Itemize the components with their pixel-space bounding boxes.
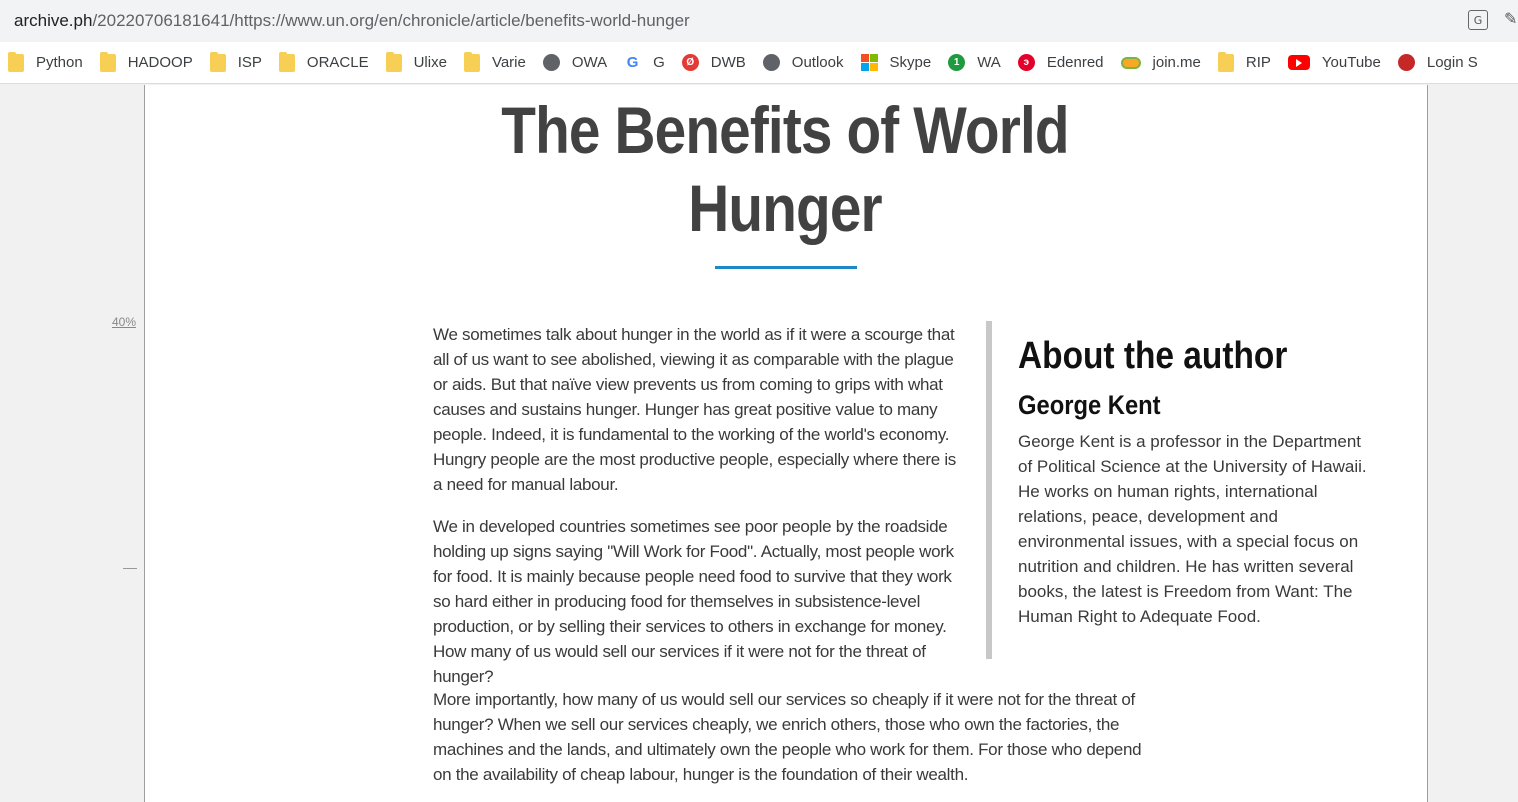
translate-icon[interactable]: G: [1468, 10, 1488, 30]
article-paragraph-2: We in developed countries sometimes see poor people by the roadside holding up signs saying "Will Work for Food". Actually, most people work for food. It is mainly because people need food to survive that they work so hard either in producing food for themselves in subsistence-level production, or by selling their services to others in exchange for money. How many of us would sell our services if it were not for the threat of hunger?: [433, 517, 954, 686]
bookmark-label: HADOOP: [127, 54, 193, 71]
folder-icon: [8, 54, 24, 72]
bookmarks-bar: [0, 42, 1518, 84]
author-heading: About the author: [1018, 335, 1288, 377]
bookmark-label: DWB: [710, 54, 746, 71]
bookmark-label: YouTube: [1321, 54, 1381, 71]
title-line-1: The Benefits of World: [501, 93, 1069, 167]
author-name: George Kent: [1018, 390, 1161, 420]
joinme-icon: [1121, 57, 1141, 69]
bookmark-label: G: [653, 54, 665, 71]
google-icon: G: [626, 54, 639, 71]
login-icon: [1398, 54, 1415, 71]
edenred-icon: э: [1018, 54, 1035, 71]
bookmark-g[interactable]: [624, 48, 673, 78]
page-title: [493, 91, 1078, 247]
bookmark-label: OWA: [571, 54, 608, 71]
bookmark-owa[interactable]: [543, 48, 615, 78]
url-text[interactable]: [14, 11, 690, 31]
bookmark-label: Ulixe: [413, 54, 447, 71]
bookmark-outlook[interactable]: [763, 48, 852, 78]
page-viewport[interactable]: [0, 85, 1518, 802]
bookmark-label: join.me: [1152, 54, 1201, 71]
bookmark-rip[interactable]: [1218, 48, 1279, 78]
bookmark-ulixe[interactable]: [386, 48, 455, 78]
gutter-marker: [123, 568, 137, 569]
extension-icon[interactable]: ✎: [1504, 11, 1518, 28]
author-sidebar: [986, 321, 1386, 659]
bookmark-joinme[interactable]: [1121, 48, 1209, 78]
bookmark-label: Varie: [491, 54, 526, 71]
bookmark-label: WA: [977, 54, 1001, 71]
bookmark-login[interactable]: [1398, 48, 1486, 78]
bookmark-youtube[interactable]: [1288, 48, 1389, 78]
folder-icon: [464, 54, 480, 72]
folder-icon: [279, 54, 295, 72]
article-paragraph-1: We sometimes talk about hunger in the world as if it were a scourge that all of us want to see abolished, viewing it as comparable with the plague or aids. But that naïve view prevents us from coming to grips with what causes and sustains hunger. Hunger has great positive value to many people. Indeed, it is fundamental to the working of the world's economy. Hungry people are the most productive people, especially where there is a need for manual labour.: [433, 325, 957, 494]
bookmark-skype[interactable]: [861, 48, 940, 78]
author-bio: George Kent is a professor in the Department of Political Science at the University of Hawaii. He works on human rights, international relations, peace, development and environmental issues, with a special focus on nutrition and children. He has written several books, the latest is Freedom from Want: The Human Right to Adequate Food.: [1018, 432, 1367, 626]
bookmark-hadoop[interactable]: [100, 48, 201, 78]
dwb-icon: Ø: [682, 54, 699, 71]
globe-icon: [763, 54, 780, 71]
bookmark-python[interactable]: [8, 48, 91, 78]
bookmark-label: Skype: [889, 54, 932, 71]
bookmark-dwb[interactable]: [682, 48, 754, 78]
url-host: archive.ph: [14, 11, 93, 30]
youtube-icon: [1288, 55, 1310, 70]
title-line-2: Hunger: [688, 171, 882, 245]
wa-icon: 1: [948, 54, 965, 71]
zoom-marker[interactable]: 40%: [112, 315, 137, 329]
article-page: [144, 85, 1428, 802]
address-bar[interactable]: [0, 0, 1518, 42]
bookmark-label: Login S: [1426, 54, 1478, 71]
bookmark-label: ORACLE: [306, 54, 369, 71]
folder-icon: [210, 54, 226, 72]
globe-icon: [543, 54, 560, 71]
folder-icon: [386, 54, 402, 72]
article-body: [433, 322, 963, 706]
bookmark-isp[interactable]: [210, 48, 270, 78]
bookmark-label: Outlook: [791, 54, 844, 71]
folder-icon: [100, 54, 116, 72]
bookmark-wa[interactable]: [948, 48, 1009, 78]
bookmark-label: RIP: [1245, 54, 1271, 71]
bookmark-oracle[interactable]: [279, 48, 377, 78]
bookmark-varie[interactable]: [464, 48, 534, 78]
bookmark-edenred[interactable]: [1018, 48, 1112, 78]
title-underline: [715, 266, 857, 269]
bookmark-label: ISP: [237, 54, 262, 71]
bookmark-label: Edenred: [1046, 54, 1104, 71]
url-path: /20220706181641/https://www.un.org/en/chronicle/article/benefits-world-hunger: [92, 11, 690, 30]
article-paragraph-3: More importantly, how many of us would sell our services so cheaply if it were not for the threat of hunger? When we sell our services cheaply, we enrich others, those who own the factories, the machines and the lands, and ultimately own the people who work for them. For those who depend on the availability of cheap labour, hunger is the foundation of their wealth.: [433, 690, 1142, 784]
folder-icon: [1218, 54, 1234, 72]
microsoft-icon: [861, 54, 878, 71]
bookmark-label: Python: [36, 54, 83, 71]
